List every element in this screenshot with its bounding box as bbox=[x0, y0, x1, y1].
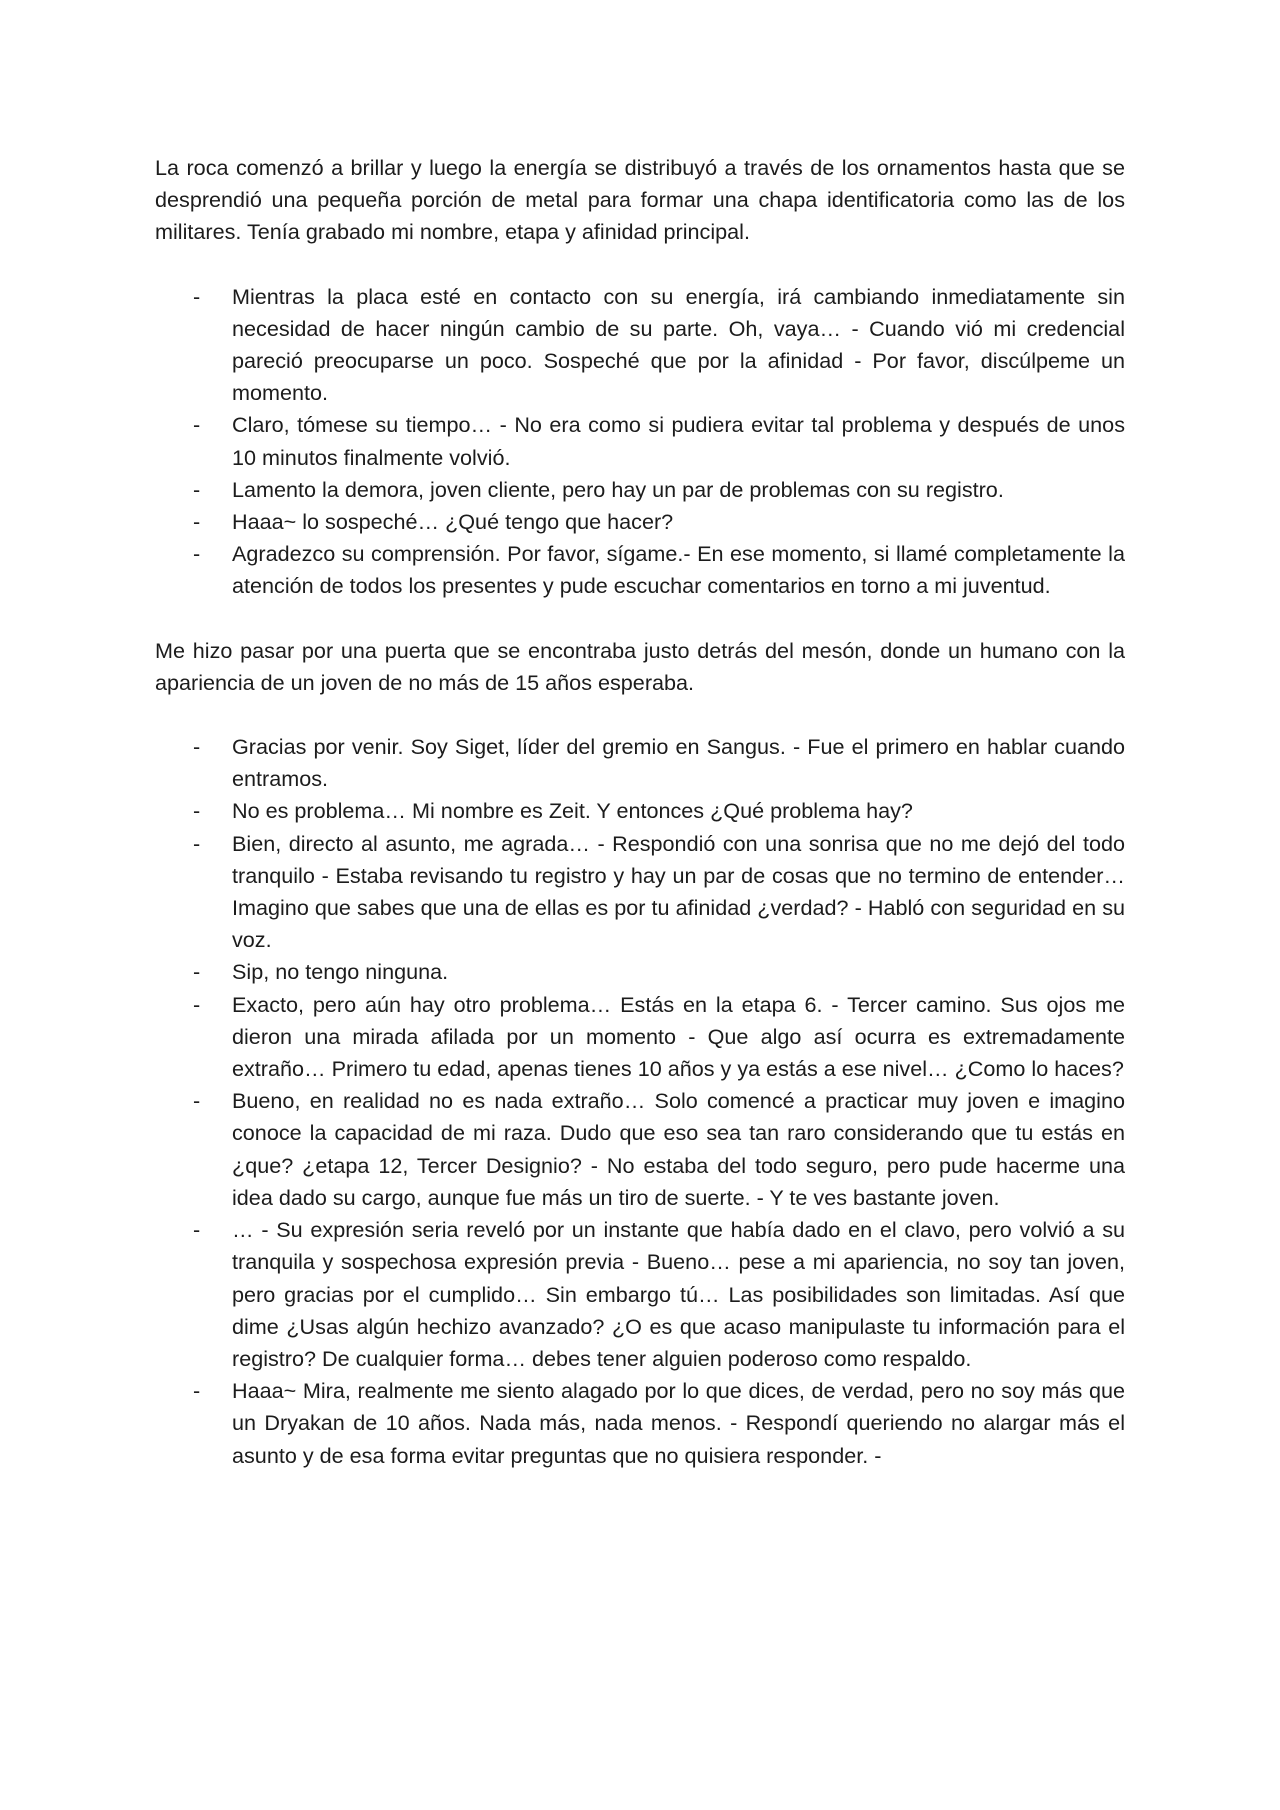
middle-paragraph: Me hizo pasar por una puerta que se encontraba justo detrás del mesón, donde un humano con la apariencia de un joven de no más de 15 años esperaba. bbox=[155, 637, 1125, 695]
dash-marker: - bbox=[193, 412, 201, 438]
dialogue-line bbox=[155, 828, 1125, 957]
dialogue-text: … - Su expresión seria reveló por un instante que había dado en el clavo, pero volvió a su tranquila y sospechosa expresión previa - Bueno… pese a mi apariencia, no soy tan joven, pero gracias por el cumplido… Sin embargo tú… Las posibilidades son limitadas. Así que dime ¿Usas algún hechizo avanzado? ¿O es que acaso manipulaste tu información para el registro? De cualquier forma… debes tener alguien poderoso como respaldo. bbox=[232, 1217, 1125, 1371]
dialogue-text: Haaa~ Mira, realmente me siento alagado por lo que dices, de verdad, pero no soy más que un Dryakan de 10 años. Nada más, nada menos. - Respondí queriendo no alargar más el asunto y de esa forma evitar preguntas que no quisiera responder. - bbox=[232, 1378, 1125, 1468]
dialogue-line bbox=[155, 1375, 1125, 1472]
dialogue-line bbox=[155, 1085, 1125, 1214]
dialogue-line bbox=[155, 538, 1125, 602]
dialogue-text: Sip, no tengo ninguna. bbox=[232, 959, 449, 985]
dialogue-text: Haaa~ lo sospeché… ¿Qué tengo que hacer? bbox=[232, 509, 674, 535]
dash-marker: - bbox=[193, 283, 201, 309]
dialogue-text: Agradezco su comprensión. Por favor, sígame.- En ese momento, si llamé completamente la atención de todos los presentes y pude escuchar comentarios en torno a mi juventud. bbox=[232, 541, 1125, 599]
dialogue-list-2 bbox=[155, 731, 1125, 1472]
dialogue-line bbox=[155, 281, 1125, 410]
dialogue-line bbox=[155, 1214, 1125, 1375]
dash-marker: - bbox=[193, 476, 201, 502]
dash-marker: - bbox=[193, 959, 201, 985]
paragraph-spacer bbox=[155, 249, 1125, 281]
dialogue-list-1 bbox=[155, 281, 1125, 603]
dialogue-text: Lamento la demora, joven cliente, pero hay un par de problemas con su registro. bbox=[232, 476, 1004, 502]
dash-marker: - bbox=[193, 734, 201, 760]
dialogue-line bbox=[155, 506, 1125, 538]
dialogue-line bbox=[155, 956, 1125, 988]
dash-marker: - bbox=[193, 991, 201, 1017]
dialogue-line bbox=[155, 731, 1125, 795]
paragraph-spacer bbox=[155, 699, 1125, 731]
dialogue-text: Gracias por venir. Soy Siget, líder del gremio en Sangus. - Fue el primero en hablar cuando entramos. bbox=[232, 734, 1125, 792]
dash-marker: - bbox=[193, 1217, 201, 1243]
dialogue-text: Exacto, pero aún hay otro problema… Estás en la etapa 6. - Tercer camino. Sus ojos me dieron una mirada afilada por un momento - Que algo así ocurra es extremadamente extraño… Primero tu edad, apenas tienes 10 años y ya estás a ese nivel… ¿Como lo haces? bbox=[232, 991, 1125, 1082]
document-page bbox=[155, 152, 1125, 1472]
dialogue-line bbox=[155, 795, 1125, 827]
dialogue-line bbox=[155, 409, 1125, 473]
dialogue-text: Bueno, en realidad no es nada extraño… Solo comencé a practicar muy joven e imagino conoce la capacidad de mi raza. Dudo que eso sea tan raro considerando que tu estás en ¿que? ¿etapa 12, Tercer Designio? - No estaba del todo seguro, pero pude hacerme una idea dado su cargo, aunque fue más un tiro de suerte. - Y te ves bastante joven. bbox=[232, 1088, 1125, 1210]
dash-marker: - bbox=[193, 798, 201, 824]
dash-marker: - bbox=[193, 541, 201, 567]
dialogue-text: Bien, directo al asunto, me agrada… - Respondió con una sonrisa que no me dejó del todo tranquilo - Estaba revisando tu registro y hay un par de cosas que no termino de entender… Imagino que sabes que una de ellas es por tu afinidad ¿verdad? - Habló con seguridad en su voz. bbox=[232, 830, 1125, 953]
dash-marker: - bbox=[193, 1088, 201, 1114]
dialogue-line bbox=[155, 474, 1125, 506]
dash-marker: - bbox=[193, 830, 201, 856]
dialogue-text: No es problema… Mi nombre es Zeit. Y entonces ¿Qué problema hay? bbox=[232, 798, 913, 824]
dash-marker: - bbox=[193, 509, 201, 535]
dash-marker: - bbox=[193, 1378, 201, 1404]
dialogue-text: Claro, tómese su tiempo… - No era como si pudiera evitar tal problema y después de unos 10 minutos finalmente volvió. bbox=[232, 412, 1125, 470]
dialogue-line bbox=[155, 989, 1125, 1086]
paragraph-spacer bbox=[155, 603, 1125, 635]
dialogue-text: Mientras la placa esté en contacto con su energía, irá cambiando inmediatamente sin necesidad de hacer ningún cambio de su parte. Oh, vaya… - Cuando vió mi credencial pareció preocuparse un poco. Sospeché que por la afinidad - Por favor, discúlpeme un momento. bbox=[232, 283, 1125, 406]
intro-paragraph: La roca comenzó a brillar y luego la energía se distribuyó a través de los ornamentos hasta que se desprendió una pequeña porción de metal para formar una chapa identificatoria como las de los militares. Tenía grabado mi nombre, etapa y afinidad principal. bbox=[155, 155, 1125, 245]
